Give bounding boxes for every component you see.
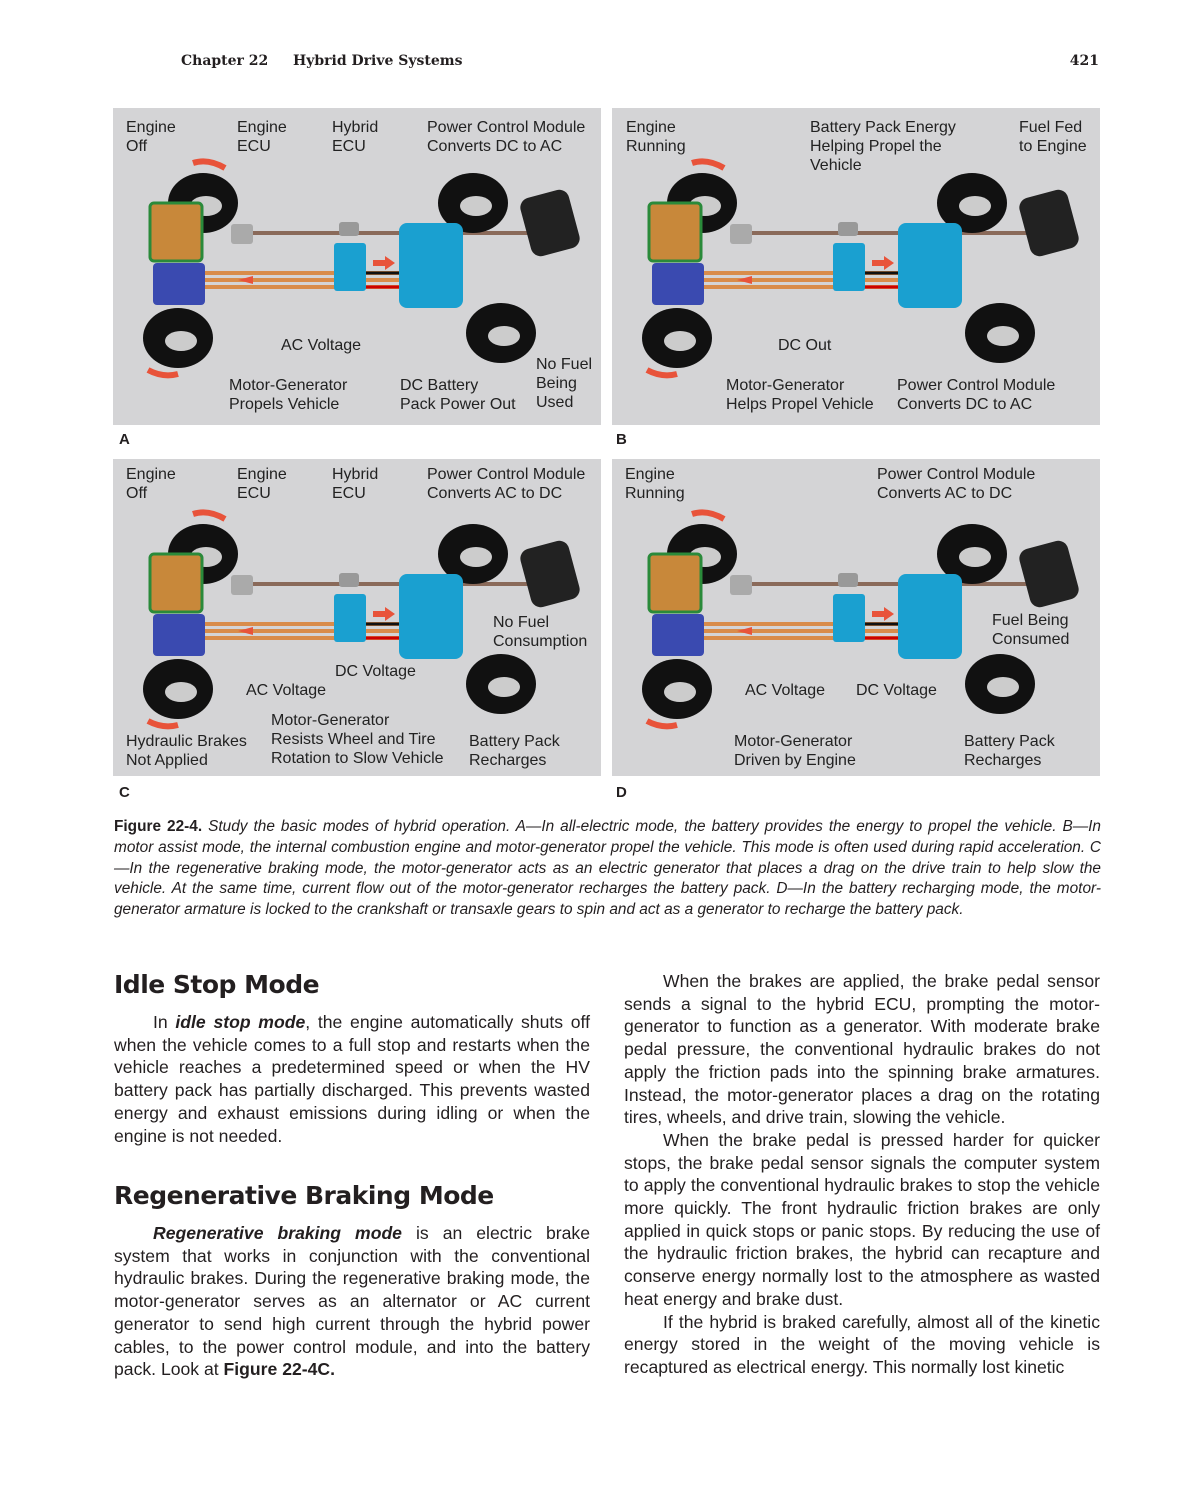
flow-arrow-icon [737, 276, 752, 284]
inverter-icon [833, 594, 865, 642]
paragraph: If the hybrid is braked carefully, almost all of the kinetic energy stored in the weight of the moving vehicle is recaptured as electrical energy. This normally lost kinetic [624, 1311, 1100, 1377]
figure-panel-b [612, 108, 1100, 425]
caption-text: Study the basic modes of hybrid operation. A—In all-electric mode, the battery provides the energy to propel the vehicle. B—In motor assist mode, the internal combustion engine and motor-generator propel the vehicle. This mode is often used during rapid acceleration. C—In the regenerative braking mode, the motor-generator acts as an electric generator that places a drag on the drive train to help slow the vehicle. At the same time, current flow out of the motor-generator recharges the battery pack. D—In the battery recharging mode, the motor-generator armature is locked to the crankshaft or transaxle gears to spin and act as a generator to recharge the battery pack. [114, 818, 1101, 919]
left-column-idle [114, 1011, 590, 1147]
right-column [624, 970, 1100, 1379]
flow-arrow-icon [373, 607, 395, 621]
text: , the engine automatically shuts off when the vehicle comes to a full stop and restarts when the vehicle reaches a predetermined speed or when the HV battery pack has partially discharged. This prevents wasted energy and exhaust emissions during idling or when the engine is not needed. [114, 1012, 591, 1146]
label: Engine Off [126, 466, 176, 502]
engine-icon [649, 554, 701, 612]
engine-ecu-icon [730, 224, 752, 244]
flow-arrow-icon [373, 256, 395, 270]
label: Engine Off [126, 119, 176, 155]
label: Engine ECU [237, 466, 287, 502]
front-wheel-icon [143, 659, 213, 719]
engine-icon [150, 203, 202, 261]
label: Power Control Module Converts AC to DC [427, 466, 586, 502]
front-wheel-icon [642, 659, 712, 719]
flow-arrow-icon [238, 627, 253, 635]
panel-letter: A [119, 431, 130, 448]
chapter-number: Chapter 22 [181, 53, 269, 69]
figure-reference: Figure 22-4C. [223, 1359, 336, 1380]
key-term: idle stop mode [175, 1012, 306, 1032]
label: Battery Pack Recharges [964, 733, 1055, 769]
rotation-arrow-icon [692, 161, 724, 168]
page-number: 421 [1069, 53, 1099, 69]
rear-wheel-icon [965, 303, 1035, 363]
panel-letter: C [119, 784, 130, 801]
rear-wheel-icon [965, 654, 1035, 714]
hybrid-ecu-icon [339, 222, 359, 236]
left-column-regen [114, 1222, 590, 1381]
label: Engine Running [626, 119, 686, 155]
rotation-arrow-icon [647, 370, 677, 375]
label: DC Voltage [335, 663, 416, 680]
inverter-icon [334, 594, 366, 642]
panel-letter: B [616, 431, 627, 448]
label: AC Voltage [281, 337, 362, 354]
section-heading: Regenerative Braking Mode [114, 1181, 494, 1210]
hybrid-ecu-icon [838, 573, 858, 587]
label: Fuel Fed to Engine [1019, 119, 1087, 155]
motor-generator-icon [153, 614, 205, 656]
hybrid-ecu-icon [838, 222, 858, 236]
fuel-tank-icon [1017, 539, 1081, 610]
engine-ecu-icon [231, 575, 253, 595]
label: Fuel Being Consumed [992, 612, 1070, 648]
section-heading: Idle Stop Mode [114, 970, 320, 999]
label: No Fuel Being Used [536, 356, 593, 411]
fuel-tank-icon [518, 539, 582, 610]
rotation-arrow-icon [193, 161, 225, 168]
paragraph: When the brake pedal is pressed harder for quicker stops, the brake pedal sensor signals the computer system to apply the conventional hydraulic brakes to stop the vehicle more quickly. The front hydraulic friction brakes are only applied in quick stops or panic stops. By reducing the use of the hydraulic friction brakes, the hybrid can recapture and conserve energy normally lost to the atmosphere as wasted heat energy and brake dust. [624, 1129, 1100, 1309]
engine-ecu-icon [730, 575, 752, 595]
caption-label: Figure 22-4. [114, 818, 203, 835]
flow-arrow-icon [238, 276, 253, 284]
label: Engine ECU [237, 119, 287, 155]
label: Hybrid ECU [332, 466, 379, 502]
rotation-arrow-icon [647, 721, 677, 726]
rotation-arrow-icon [692, 512, 724, 519]
label: AC Voltage [246, 682, 327, 699]
text: is an electric brake system that works in conjunction with the conventional hydraulic brakes. During the regenerative braking mode, the motor-generator serves as an alternator or AC current generator to send high current through the hybrid power cables, to the power control module, and into the battery pack. Look at [114, 1223, 590, 1380]
figure-panel-c [113, 459, 601, 776]
figure-panel-d [612, 459, 1100, 776]
label: Power Control Module Converts DC to AC [897, 377, 1056, 413]
engine-ecu-icon [231, 224, 253, 244]
flow-arrow-icon [737, 627, 752, 635]
label: AC Voltage [745, 682, 826, 699]
rear-wheel-icon [466, 303, 536, 363]
label: DC Out [778, 337, 832, 354]
label: Motor-Generator Helps Propel Vehicle [726, 377, 874, 413]
label: Motor-Generator Resists Wheel and Tire Rotation to Slow Vehicle [271, 712, 444, 767]
label: Battery Pack Recharges [469, 733, 560, 769]
hybrid-ecu-icon [339, 573, 359, 587]
battery-pack-icon [898, 223, 962, 308]
label: Motor-Generator Propels Vehicle [229, 377, 348, 413]
key-term: Regenerative braking mode [153, 1223, 402, 1243]
panel-letter: D [616, 784, 627, 801]
label: No Fuel Consumption [493, 614, 588, 650]
chapter-title: Hybrid Drive Systems [293, 53, 463, 69]
rotation-arrow-icon [148, 370, 178, 375]
motor-generator-icon [153, 263, 205, 305]
flow-arrow-icon [872, 256, 894, 270]
paragraph [114, 1222, 590, 1381]
label: Power Control Module Converts DC to AC [427, 119, 586, 155]
battery-pack-icon [399, 574, 463, 659]
motor-generator-icon [652, 263, 704, 305]
rear-wheel-icon [466, 654, 536, 714]
label: Hydraulic Brakes Not Applied [126, 733, 247, 769]
label: DC Voltage [856, 682, 937, 699]
inverter-icon [833, 243, 865, 291]
label: Engine Running [625, 466, 685, 502]
fuel-tank-icon [518, 188, 582, 259]
label: DC Battery Pack Power Out [400, 377, 516, 413]
fuel-tank-icon [1017, 188, 1081, 259]
figure-panel-a [113, 108, 601, 425]
rotation-arrow-icon [148, 721, 178, 726]
engine-icon [649, 203, 701, 261]
label: Power Control Module Converts AC to DC [877, 466, 1036, 502]
rotation-arrow-icon [193, 512, 225, 519]
label: Hybrid ECU [332, 119, 379, 155]
flow-arrow-icon [872, 607, 894, 621]
front-wheel-icon [642, 308, 712, 368]
label: Motor-Generator Driven by Engine [734, 733, 856, 769]
battery-pack-icon [898, 574, 962, 659]
label: Battery Pack Energy Helping Propel the Vehicle [810, 119, 956, 174]
inverter-icon [334, 243, 366, 291]
paragraph [114, 1011, 590, 1147]
figure-caption [114, 817, 1101, 921]
front-wheel-icon [143, 308, 213, 368]
paragraph: When the brakes are applied, the brake pedal sensor sends a signal to the hybrid ECU, prompting the motor-generator to function as a generator. With moderate brake pedal pressure, the conventional hydraulic brakes do not apply the friction pads into the spinning brake armatures. Instead, the motor-generator places a drag on the rotating tires, wheels, and drive train, slowing the vehicle. [624, 971, 1100, 1128]
text: In [153, 1012, 176, 1032]
motor-generator-icon [652, 614, 704, 656]
engine-icon [150, 554, 202, 612]
battery-pack-icon [399, 223, 463, 308]
